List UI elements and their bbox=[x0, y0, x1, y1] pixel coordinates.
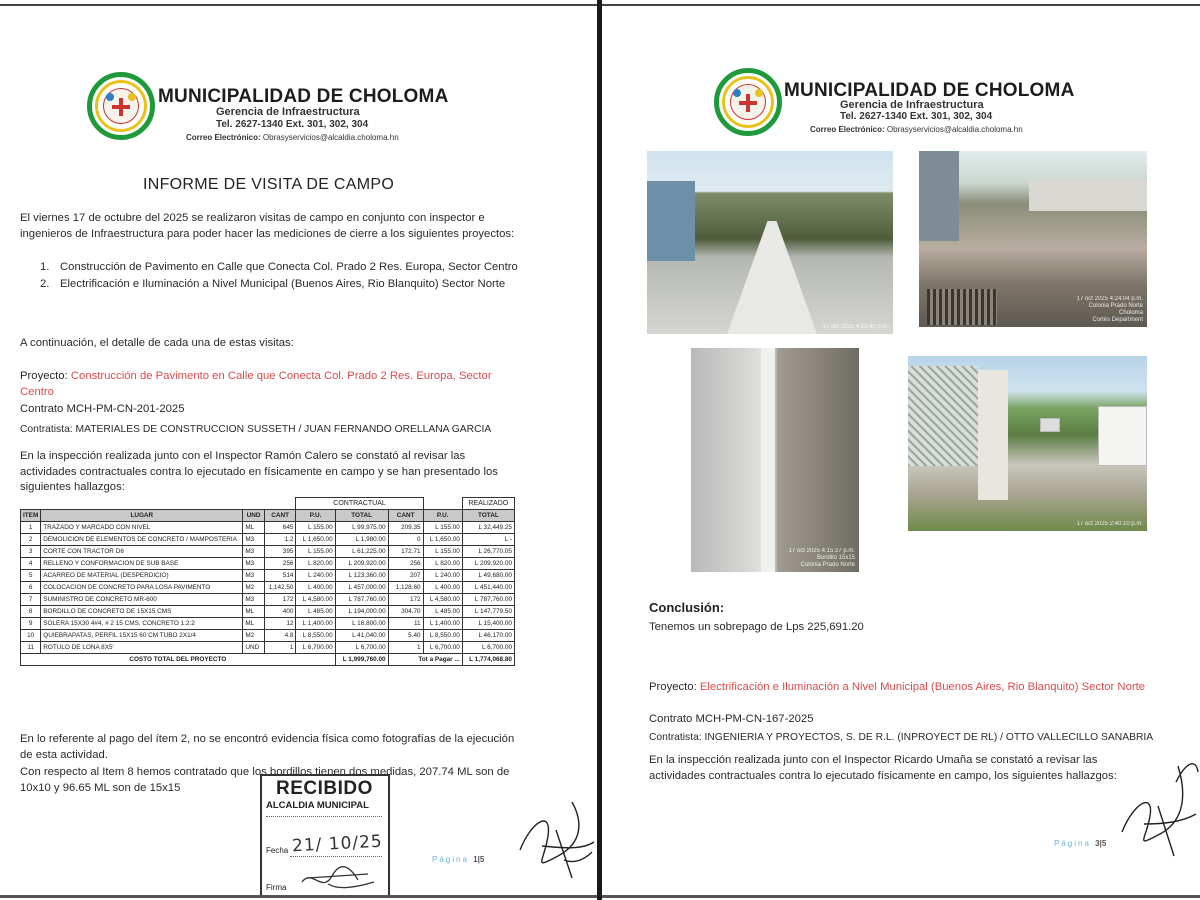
site-photo-road-truck[interactable] bbox=[908, 356, 1147, 531]
site-photo-street[interactable] bbox=[647, 151, 893, 334]
group-realizado: REALIZADO bbox=[462, 498, 514, 510]
project-label: Proyecto: bbox=[20, 370, 68, 382]
item-cell: 1 bbox=[21, 522, 41, 534]
inspection-paragraph: En la inspección realizada junto con el Inspector Ricardo Umaña se constató a revisar las actividades contractuales contra lo ejecutado físicamente en campo, los siguientes hallazgos: bbox=[649, 754, 1117, 782]
unit-price-done-cell: L 240.00 bbox=[423, 570, 462, 582]
total-done-cell: L 209,920.00 bbox=[462, 558, 514, 570]
lugar-cell: CORTE CON TRACTOR D6 bbox=[41, 546, 243, 558]
list-item bbox=[40, 260, 520, 276]
total-cell: L 6,700.00 bbox=[335, 642, 388, 654]
project-name: Construcción de Pavimento en Calle que Conecta Col. Prado 2 Res. Europa, Sector Centro bbox=[20, 370, 492, 398]
unit-cell: M3 bbox=[243, 570, 264, 582]
unit-price-cell: L 1,400.00 bbox=[296, 618, 335, 630]
unit-price-done-cell: L 155.00 bbox=[423, 522, 462, 534]
unit-price-done-cell: L 485.00 bbox=[423, 606, 462, 618]
photo-caption: 17 oct 2025 4:23:40 p.m. bbox=[822, 324, 889, 330]
qty-done-cell: 304.70 bbox=[388, 606, 423, 618]
org-department: Gerencia de Infraestructura bbox=[840, 99, 984, 111]
contractor: Contratista: MATERIALES DE CONSTRUCCION SUSSETH / JUAN FERNANDO ORELLANA GARCIA bbox=[20, 424, 492, 435]
lugar-cell: COLOCACION DE CONCRETO PARA LOSA PAVIMENTO bbox=[41, 582, 243, 594]
qty-done-cell: 11 bbox=[388, 618, 423, 630]
item-cell: 10 bbox=[21, 630, 41, 642]
unit-price-done-cell: L 1,400.00 bbox=[423, 618, 462, 630]
total-cell: L 41,040.00 bbox=[335, 630, 388, 642]
table-body bbox=[21, 522, 515, 654]
pager-value: 1|5 bbox=[473, 855, 485, 864]
total-done-cell: L - bbox=[462, 534, 514, 546]
contract-number: Contrato MCH-PM-CN-201-2025 bbox=[20, 403, 185, 415]
unit-price-cell: L 4,580.00 bbox=[296, 594, 335, 606]
item-cell: 4 bbox=[21, 558, 41, 570]
page-number bbox=[432, 855, 484, 864]
unit-cell: M3 bbox=[243, 594, 264, 606]
table-row bbox=[21, 642, 515, 654]
stamp-sign-label: Firma bbox=[266, 883, 287, 892]
item-cell: 7 bbox=[21, 594, 41, 606]
list-item-number: 2. bbox=[40, 277, 50, 290]
org-phone: Tel. 2627-1340 Ext. 301, 302, 304 bbox=[216, 119, 369, 130]
unit-price-cell: L 820.00 bbox=[296, 558, 335, 570]
unit-price-cell: L 155.00 bbox=[296, 522, 335, 534]
pager-label: Página bbox=[1054, 839, 1091, 848]
lugar-cell: SOLERA 15X30 4#4, # 2 15 CMS, CONCRETO 1:2:2 bbox=[41, 618, 243, 630]
photo-caption: 17 oct 2025 4:15:27 p.m. Bordillo 15x15 Colonia Prado Norte bbox=[788, 548, 855, 568]
page-number bbox=[1054, 839, 1106, 848]
photo-caption: 17 oct 2025 2:40:10 p.m. bbox=[1076, 521, 1143, 527]
qty-done-cell: 172.71 bbox=[388, 546, 423, 558]
email-label: Correo Electrónico: bbox=[186, 133, 261, 142]
conclusion-text: Tenemos un sobrepago de Lps 225,691.20 bbox=[649, 621, 864, 633]
total-cell: L 123,360.00 bbox=[335, 570, 388, 582]
org-email-line bbox=[186, 133, 399, 142]
unit-cell: M3 bbox=[243, 558, 264, 570]
column-header: CANT bbox=[388, 510, 423, 522]
project-label: Proyecto: bbox=[649, 681, 697, 693]
projects-list bbox=[40, 260, 520, 293]
table-row bbox=[21, 606, 515, 618]
unit-price-cell: L 8,550.00 bbox=[296, 630, 335, 642]
conclusion-title: Conclusión: bbox=[649, 600, 725, 615]
stamp-date-value: 21/ 10/25 bbox=[291, 831, 384, 857]
total-done-cell: L 787,760.00 bbox=[462, 594, 514, 606]
item-cell: 6 bbox=[21, 582, 41, 594]
contractor: Contratista: INGENIERIA Y PROYECTOS, S. DE R.L. (INPROYECT DE RL) / OTTO VALLECILLO SANABRIA bbox=[649, 732, 1154, 743]
item-cell: 9 bbox=[21, 618, 41, 630]
contract-number: Contrato MCH-PM-CN-167-2025 bbox=[649, 713, 814, 725]
document-page-1 bbox=[0, 0, 597, 900]
unit-price-done-cell: L 820.00 bbox=[423, 558, 462, 570]
unit-price-cell: L 1,650.00 bbox=[296, 534, 335, 546]
document-page-3 bbox=[602, 0, 1200, 900]
unit-cell: ML bbox=[243, 606, 264, 618]
org-name: MUNICIPALIDAD DE CHOLOMA bbox=[784, 80, 1075, 101]
qty-cell: 256 bbox=[264, 558, 296, 570]
column-header: CANT bbox=[264, 510, 296, 522]
unit-price-cell: L 240.00 bbox=[296, 570, 335, 582]
total-done-cell: L 26,770.05 bbox=[462, 546, 514, 558]
unit-price-cell: L 485.00 bbox=[296, 606, 335, 618]
table-row bbox=[21, 546, 515, 558]
lugar-cell: TRAZADO Y MARCADO CON NIVEL bbox=[41, 522, 243, 534]
total-cell: L 787,760.00 bbox=[335, 594, 388, 606]
column-header: ITEM bbox=[21, 510, 41, 522]
total-cell: L 457,000.00 bbox=[335, 582, 388, 594]
unit-price-done-cell: L 155.00 bbox=[423, 546, 462, 558]
table-row bbox=[21, 582, 515, 594]
total-done-cell: L 32,449.25 bbox=[462, 522, 514, 534]
unit-price-done-cell: L 400.00 bbox=[423, 582, 462, 594]
qty-cell: 400 bbox=[264, 606, 296, 618]
inspection-paragraph: En la inspección realizada junto con el Inspector Ramón Calero se constató al revisar las actividades contractuales contra lo ejecutado en físicamente en campo y se han presentado los siguientes hallazgos: bbox=[20, 450, 498, 493]
total-contractual: L 1,999,760.00 bbox=[335, 654, 388, 666]
qty-cell: 172 bbox=[264, 594, 296, 606]
table-row bbox=[21, 618, 515, 630]
stamp-received: RECIBIDO bbox=[276, 778, 373, 799]
report-title: INFORME DE VISITA DE CAMPO bbox=[143, 176, 395, 193]
note-item-2: En lo referente al pago del ítem 2, no se encontró evidencia física como fotografías de la ejecución de esta actividad. bbox=[20, 733, 515, 761]
qty-done-cell: 207 bbox=[388, 570, 423, 582]
scan-bottom-edge bbox=[0, 895, 597, 898]
total-done-cell: L 147,779.50 bbox=[462, 606, 514, 618]
lugar-cell: SUMINISTRO DE CONCRETO MR-600 bbox=[41, 594, 243, 606]
unit-price-cell: L 6,700.00 bbox=[296, 642, 335, 654]
qty-done-cell: 1,128.60 bbox=[388, 582, 423, 594]
item-cell: 11 bbox=[21, 642, 41, 654]
table-row bbox=[21, 558, 515, 570]
qty-cell: 4.8 bbox=[264, 630, 296, 642]
project-name: Electrificación e Iluminación a Nivel Municipal (Buenos Aires, Rio Blanquito) Sector Norte bbox=[699, 681, 1146, 693]
column-header: LUGAR bbox=[41, 510, 243, 522]
municipal-seal-logo bbox=[87, 72, 155, 140]
scan-top-edge bbox=[602, 4, 1200, 6]
unit-price-done-cell: L 6,700.00 bbox=[423, 642, 462, 654]
lugar-cell: ROTULO DE LONA 8X5' bbox=[41, 642, 243, 654]
unit-cell: M3 bbox=[243, 546, 264, 558]
total-cell: L 1,980.00 bbox=[335, 534, 388, 546]
total-cell: L 209,920.00 bbox=[335, 558, 388, 570]
note-item-8: Con respecto al Item 8 hemos contratado que los bordillos tienen dos medidas, 207.74 ML son de 10x10 y 96.65 ML son de 15x15 bbox=[20, 766, 510, 794]
scan-top-edge bbox=[0, 4, 597, 6]
stamp-office: ALCALDIA MUNICIPAL bbox=[266, 800, 369, 811]
signature-scribble-icon bbox=[1116, 752, 1200, 862]
qty-done-cell: 5.40 bbox=[388, 630, 423, 642]
unit-cell: ML bbox=[243, 522, 264, 534]
org-email-line bbox=[810, 125, 1023, 134]
total-cell: L 16,800.00 bbox=[335, 618, 388, 630]
total-cell: L 61,225.00 bbox=[335, 546, 388, 558]
table-row bbox=[21, 630, 515, 642]
findings-table bbox=[20, 497, 515, 666]
qty-cell: 395 bbox=[264, 546, 296, 558]
total-done-cell: L 46,170.00 bbox=[462, 630, 514, 642]
item-cell: 8 bbox=[21, 606, 41, 618]
column-header: TOTAL bbox=[462, 510, 514, 522]
table-row bbox=[21, 534, 515, 546]
scan-bottom-edge bbox=[602, 895, 1200, 898]
list-item-number: 1. bbox=[40, 261, 50, 273]
project-heading bbox=[20, 369, 520, 400]
list-item bbox=[40, 277, 520, 293]
qty-cell: 12 bbox=[264, 618, 296, 630]
qty-cell: 1.2 bbox=[264, 534, 296, 546]
qty-cell: 1 bbox=[264, 642, 296, 654]
qty-done-cell: 0 bbox=[388, 534, 423, 546]
column-header: UND bbox=[243, 510, 264, 522]
table-total-row bbox=[21, 654, 515, 666]
photo-caption: 17 oct 2025 4:24:04 p.m. Colonia Prado Norte Choloma Cortés Department bbox=[1076, 296, 1143, 323]
qty-done-cell: 172 bbox=[388, 594, 423, 606]
email-address[interactable]: Obrasyservicios@alcaldia.choloma.hn bbox=[886, 125, 1023, 134]
lugar-cell: QUIEBRAPATAS, PERFIL 15X15 60 CM TUBO 2X1/4 bbox=[41, 630, 243, 642]
pager-label: Página bbox=[432, 855, 469, 864]
group-contractual: CONTRACTUAL bbox=[296, 498, 423, 510]
intro-paragraph: El viernes 17 de octubre del 2025 se realizaron visitas de campo en conjunto con inspector e ingenieros de Infraestructura para poder hacer las mediciones de cierre a los siguientes proyectos: bbox=[20, 212, 515, 240]
unit-price-cell: L 400.00 bbox=[296, 582, 335, 594]
stamp-signature-icon bbox=[298, 864, 378, 894]
unit-cell: M3 bbox=[243, 534, 264, 546]
municipal-seal-logo bbox=[714, 68, 782, 136]
unit-price-done-cell: L 4,580.00 bbox=[423, 594, 462, 606]
lugar-cell: RELLENO Y CONFORMACION DE SUB BASE bbox=[41, 558, 243, 570]
org-phone: Tel. 2627-1340 Ext. 301, 302, 304 bbox=[840, 111, 993, 122]
qty-cell: 645 bbox=[264, 522, 296, 534]
list-item-text: Electrificación e Iluminación a Nivel Municipal (Buenos Aires, Rio Blanquito) Sector Norte bbox=[60, 277, 506, 290]
to-pay-label: Tot a Pagar ... bbox=[388, 654, 462, 666]
total-done-cell: L 15,400.00 bbox=[462, 618, 514, 630]
qty-done-cell: 256 bbox=[388, 558, 423, 570]
unit-price-done-cell: L 1,650.00 bbox=[423, 534, 462, 546]
unit-cell: ML bbox=[243, 618, 264, 630]
qty-cell: 1,142.50 bbox=[264, 582, 296, 594]
item-cell: 3 bbox=[21, 546, 41, 558]
unit-price-done-cell: L 8,550.00 bbox=[423, 630, 462, 642]
item-cell: 5 bbox=[21, 570, 41, 582]
total-realizado: L 1,774,068.80 bbox=[462, 654, 514, 666]
total-done-cell: L 6,700.00 bbox=[462, 642, 514, 654]
column-header: TOTAL bbox=[335, 510, 388, 522]
column-header: P.U. bbox=[296, 510, 335, 522]
total-cell: L 99,975.00 bbox=[335, 522, 388, 534]
signature-scribble-icon bbox=[512, 790, 597, 890]
detail-intro: A continuación, el detalle de cada una de estas visitas: bbox=[20, 337, 294, 349]
item-cell: 2 bbox=[21, 534, 41, 546]
total-done-cell: L 49,680.00 bbox=[462, 570, 514, 582]
column-header: P.U. bbox=[423, 510, 462, 522]
qty-cell: 514 bbox=[264, 570, 296, 582]
unit-cell: M2 bbox=[243, 630, 264, 642]
lugar-cell: ACARREO DE MATERIAL (DESPERDICIO) bbox=[41, 570, 243, 582]
unit-cell: M2 bbox=[243, 582, 264, 594]
pager-value: 3|5 bbox=[1095, 839, 1107, 848]
unit-cell: UND bbox=[243, 642, 264, 654]
table-row bbox=[21, 594, 515, 606]
project-heading bbox=[649, 680, 1149, 696]
table-header-row bbox=[21, 510, 515, 522]
list-item-text: Construcción de Pavimento en Calle que Conecta Col. Prado 2 Res. Europa, Sector Centro bbox=[60, 261, 518, 273]
table-row bbox=[21, 522, 515, 534]
unit-price-cell: L 155.00 bbox=[296, 546, 335, 558]
email-label: Correo Electrónico: bbox=[810, 125, 885, 134]
total-label: COSTO TOTAL DEL PROYECTO bbox=[21, 654, 336, 666]
total-done-cell: L 451,440.00 bbox=[462, 582, 514, 594]
received-stamp bbox=[260, 774, 390, 898]
qty-done-cell: 209.35 bbox=[388, 522, 423, 534]
table-row bbox=[21, 570, 515, 582]
lugar-cell: BORDILLO DE CONCRETO DE 15X15 CMS bbox=[41, 606, 243, 618]
lugar-cell: DEMOLICION DE ELEMENTOS DE CONCRETO / MAMPOSTERIA bbox=[41, 534, 243, 546]
stamp-date-label: Fecha bbox=[266, 846, 289, 855]
site-photo-curb[interactable] bbox=[691, 348, 859, 572]
total-cell: L 194,000.00 bbox=[335, 606, 388, 618]
site-photo-debris[interactable] bbox=[919, 151, 1147, 327]
org-name: MUNICIPALIDAD DE CHOLOMA bbox=[158, 86, 449, 107]
org-department: Gerencia de Infraestructura bbox=[216, 106, 360, 118]
email-address[interactable]: Obrasyservicios@alcaldia.choloma.hn bbox=[262, 133, 399, 142]
qty-done-cell: 1 bbox=[388, 642, 423, 654]
